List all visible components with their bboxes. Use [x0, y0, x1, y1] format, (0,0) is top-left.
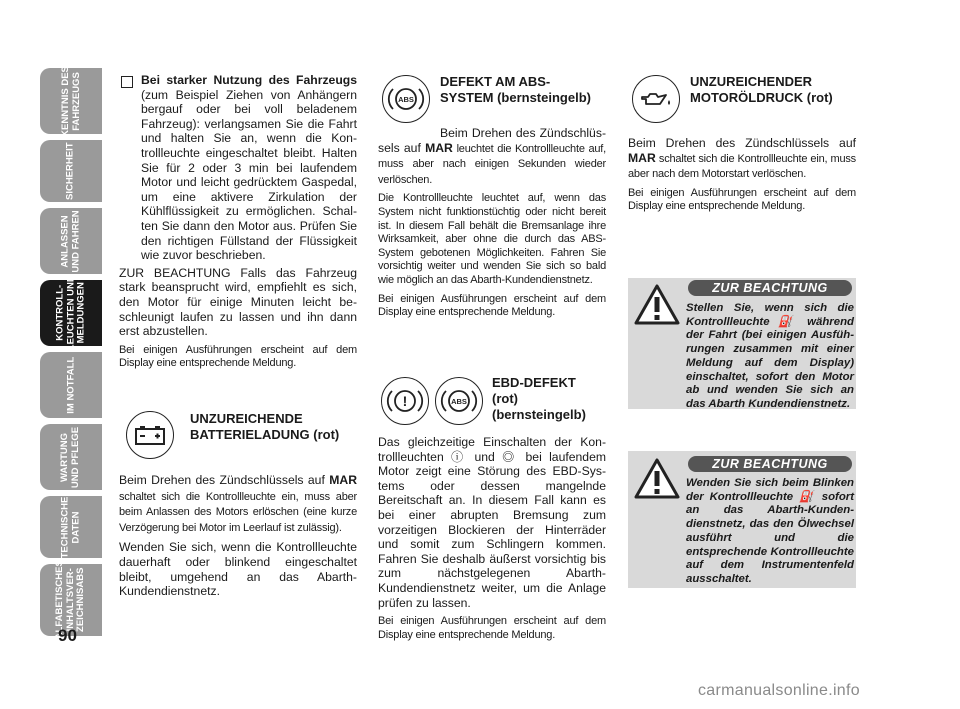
abs-title: [440, 74, 610, 106]
display-note: Bei einigen Ausführungen erscheint auf dem Display eine entsprechende Meldung.: [119, 343, 357, 370]
svg-text:ABS: ABS: [398, 95, 414, 104]
svg-text:!: !: [402, 393, 408, 409]
brake-warning-icon: [381, 377, 429, 425]
tab-technische-daten[interactable]: TECHNISCHE DATEN: [40, 496, 102, 558]
bullet-text: (zum Beispiel Ziehen von Anhängern bergauf oder bei voll beladenem Fahrzeug): verlangsamen Sie die Fahrt und halten Sie an, wenn die Kontrollleuchte eingeschaltet bleibt. Halten Sie für 2 oder 3 min bei laufendem Motor und leicht gedrücktem Gaspedal, um eine aktivere Zirkulation der Kühlflüssigkeit zu ermöglichen. Schalten Sie dann den Motor aus. Prüfen Sie den richtigen Füllstand der Flüssigkeit wie zuvor beschrieben.: [141, 87, 357, 263]
warning-bar-1: ZUR BEACHTUNG: [688, 280, 852, 296]
tab-wartung[interactable]: WARTUNG UND PFLEGE: [40, 424, 102, 490]
checkbox-bullet-icon: [121, 76, 133, 88]
abs-display-note: Bei einigen Ausführungen erscheint auf dem Display eine entsprechende Meldung.: [378, 292, 606, 319]
watermark: carmanualsonline.info: [698, 682, 860, 699]
abs-title-line2: SYSTEM (bernsteingelb): [440, 90, 591, 105]
page-number: 90: [58, 626, 77, 645]
column-3: [628, 136, 856, 219]
warning-bar-2: ZUR BEACHTUNG: [688, 456, 852, 472]
battery-section: [119, 473, 357, 604]
text: während der Fahrt (bei einigen Ausführungen zusammen mit einer Meldung auf dem Display) einschaltet, sofort den Motor ab und wenden Sie sich an das Abarth Kundendienstnetz.: [686, 315, 854, 410]
bullet-lead: Bei starker Nutzung des Fahrzeugs: [141, 73, 357, 87]
oil-title-line1: UNZUREICHENDER: [690, 74, 813, 89]
tab-anlassen[interactable]: ANLASSEN UND FAHREN: [40, 208, 102, 274]
battery-title: UNZUREICHENDE BATTERIELADUNG (rot): [190, 411, 340, 442]
oil-inline-icon: ⛽: [778, 315, 799, 328]
text: Stellen Sie, wenn sich die Kontrollleuchte: [686, 302, 854, 328]
bullet-item: [119, 73, 357, 263]
tab-kontrollleuchten[interactable]: KONTROLL- LEUCHTEN UND MELDUNGEN: [40, 280, 102, 346]
ebd-section: [378, 435, 606, 647]
tab-index[interactable]: ALFABETISCHES INHALTSVER- ZEICHNISABS: [40, 564, 102, 636]
abs-inline-icon: ◎: [502, 449, 519, 464]
tab-kenntnis[interactable]: KENNTNIS DES FAHRZEUGS: [40, 68, 102, 134]
text: leuchtet die Kontrollleuchte auf, muss aber nach einigen Sekunden wieder verlöschen.: [378, 142, 607, 186]
oil-inline-icon: ⛽: [798, 490, 816, 503]
column-2: [378, 126, 606, 325]
ebd-title: EBD-DEFEKT (rot) (bernsteingelb): [492, 375, 586, 422]
svg-text:ABS: ABS: [451, 397, 467, 406]
text: sofort an das Abarth-Kundendienstnetz, das den Ölwechsel ausführt und die entsprechende Kontrollleuchte auf dem Instrumentenfeld ausschaltet.: [686, 490, 855, 585]
abs-warning-icon: [382, 75, 430, 123]
column-1: [119, 73, 357, 376]
battery-icon: [126, 411, 174, 459]
oil-title: [690, 74, 860, 106]
note-paragraph: ZUR BEACHTUNG Falls das Fahrzeug stark beansprucht wird, empfiehlt es sich, den Motor für einige Minuten leicht beschleunigt laufen zu lassen und ihn dann erst abzustellen.: [119, 265, 357, 339]
text: schaltet sich die Kontrollleuchte ein, muss aber beim Anlassen des Motors erlöschen (eine kurze Verzögerung bei Motor im Leerlauf ist zulässig).: [119, 490, 357, 534]
warning-text-2: [634, 477, 854, 587]
mar-label: MAR: [329, 473, 357, 487]
mar-label: MAR: [628, 150, 656, 165]
abs-ebd-icon: [435, 377, 483, 425]
text: Beim Drehen des Zündschlüssels auf: [119, 473, 330, 487]
text: Beim Drehen des Zündschlüssels auf: [628, 136, 856, 150]
oil-display-note: Bei einigen Ausführungen erscheint auf dem Display eine entsprechende Meldung.: [628, 186, 856, 213]
text: und: [467, 449, 503, 464]
abs-p2: Die Kontrollleuchte leuchtet auf, wenn das System nicht funktionstüchtig oder nicht bereit ist. In diesem Fall behält die Bremsanlage ihre Wirksamkeit, aber ohne die durch das ABS-System gebotenen Möglichkeiten. Fahren Sie vorsichtig weiter und wenden Sie sich so bald wie möglich an das Abarth-Kundendienstnetz.: [378, 192, 606, 286]
ebd-display-note: Bei einigen Ausführungen erscheint auf dem Display eine entsprechende Meldung.: [378, 615, 606, 641]
oil-pressure-icon: [632, 75, 680, 123]
brake-inline-icon: ⓘ: [451, 449, 468, 464]
battery-p2: Wenden Sie sich, wenn die Kontrollleuchte dauerhaft oder blinkend eingeschaltet bleibt, umgehend an das Abarth-Kundendienstnetz.: [119, 540, 357, 599]
abs-title-line1: DEFEKT AM ABS-: [440, 74, 551, 89]
oil-title-line2: MOTORÖLDRUCK (rot): [690, 90, 833, 105]
tab-sicherheit[interactable]: SICHERHEIT: [40, 140, 102, 202]
mar-label: MAR: [425, 140, 453, 155]
text: Wenden Sie sich beim Blinken der Kontrollleuchte: [686, 477, 854, 503]
text: Beim Drehen des Zündschlüssels auf: [378, 126, 606, 155]
warning-text-1: [634, 302, 854, 412]
text: bei laufendem Motor zeigt eine Störung des EBD-Systems oder dessen mangelnde Bereitschaft an. In diesem Fall kann es bei einer abrupten Bremsung zum vorzeitigen Blockieren der Hinterräder und somit zum Schlingern kommen. Fahren Sie deshalb äußerst vorsichtig bis zum nächstgelegenen Abarth-Kundendienstnetz weiter, um die Anlage prüfen zu lassen.: [378, 449, 606, 610]
text: Das gleichzeitige Einschalten der Kontrollleuchten: [378, 435, 606, 464]
tab-notfall[interactable]: IM NOTFALL: [40, 352, 102, 418]
text: schaltet sich die Kontrollleuchte ein, muss aber nach dem Motorstart verlöschen.: [628, 152, 856, 181]
